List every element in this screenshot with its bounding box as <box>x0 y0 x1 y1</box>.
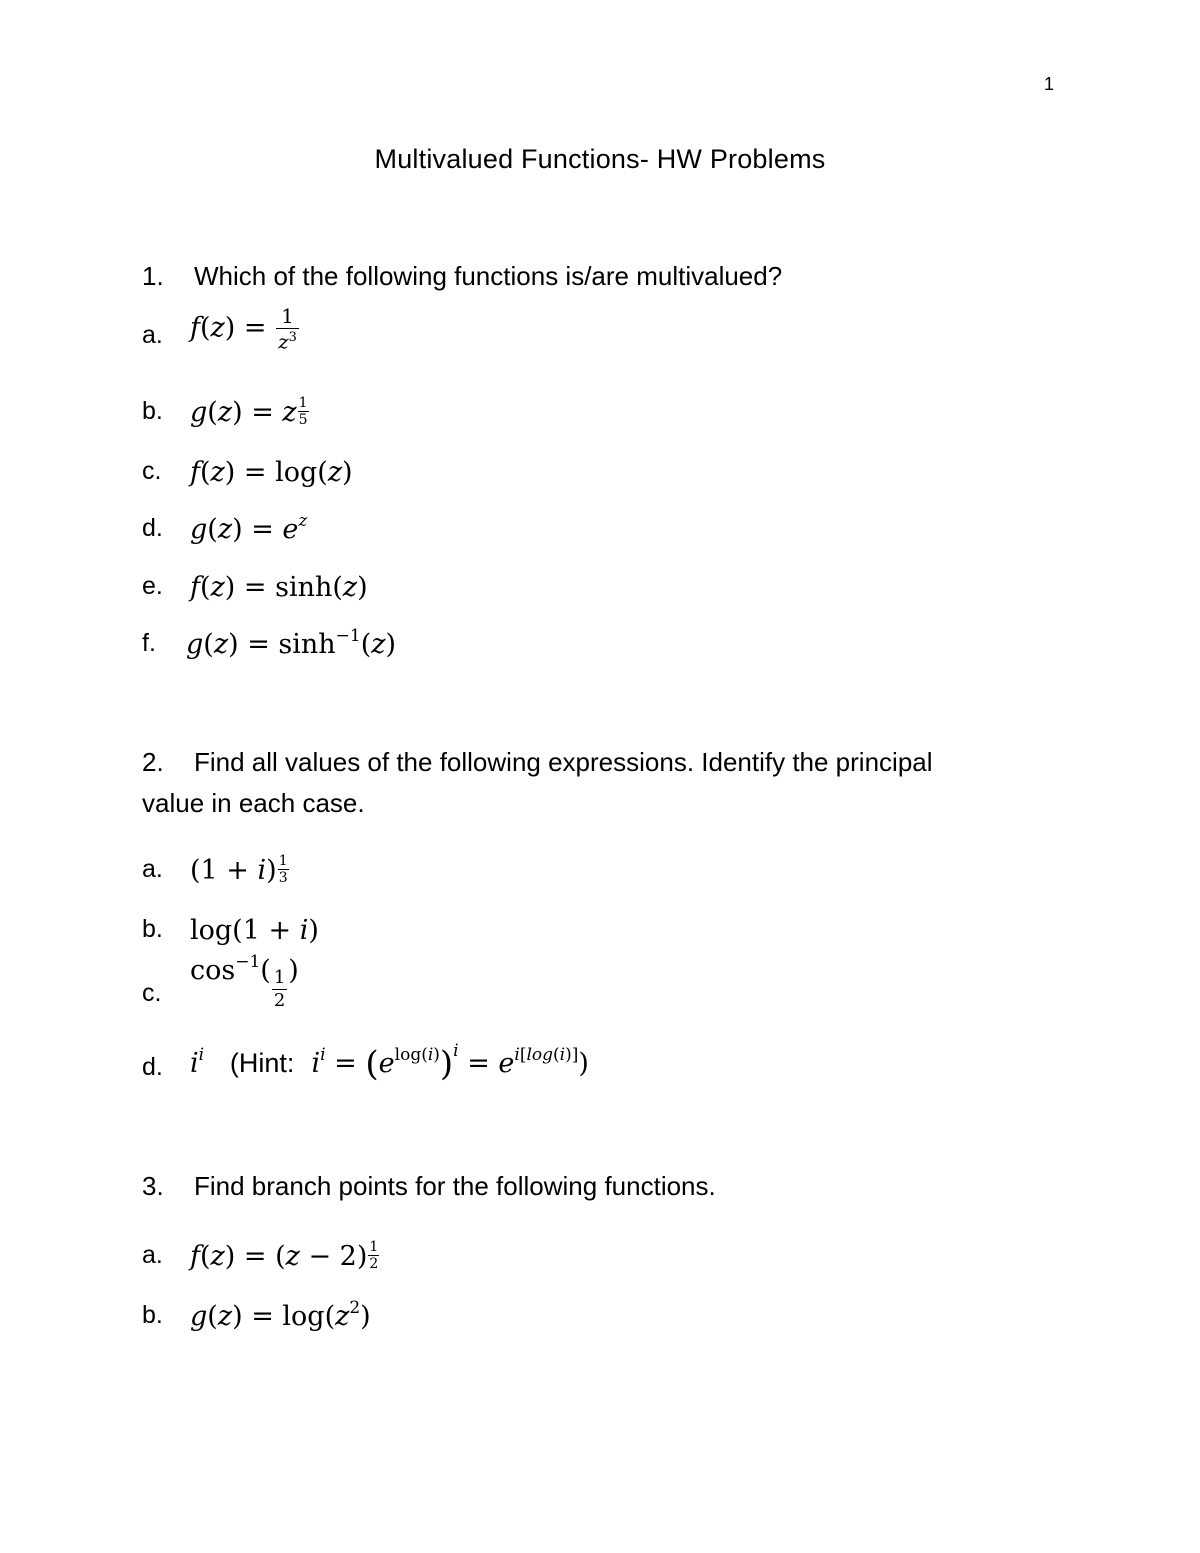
question-1 <box>142 256 782 296</box>
question-text: Find all values of the following expressions. Identify the principal <box>194 747 933 777</box>
question-3 <box>142 1166 716 1206</box>
math-expression: f(z) = $\frac{1}{z^3}$ <box>190 304 297 354</box>
math-expression: $g(z) = \log(z^2)$ <box>190 1298 371 1332</box>
item-label: a. <box>142 855 163 883</box>
question-number: 2. <box>142 747 164 777</box>
item-label: e. <box>142 572 163 600</box>
question-2 <box>142 742 933 782</box>
item-label: d. <box>142 1053 163 1081</box>
math-expression: $g(z) = e^z$ <box>190 511 308 545</box>
item-label: c. <box>142 979 162 1007</box>
math-expression: (1 + i) $\frac{1}{3}$ <box>190 853 288 886</box>
item-label: a. <box>142 1241 163 1269</box>
question-2-continued: value in each case. <box>142 788 365 818</box>
question-number: 1. <box>142 261 164 291</box>
item-label: b. <box>142 397 163 425</box>
item-label: d. <box>142 514 163 542</box>
page-title: Multivalued Functions- HW Problems <box>374 144 826 174</box>
math-expression: $\cos^{-1}$( $\frac{1}{2}$ ) <box>190 952 299 1011</box>
item-label: b. <box>142 1301 163 1329</box>
math-expression: g(z) = z $\frac{1}{5}$ <box>190 395 308 428</box>
item-label: b. <box>142 915 163 943</box>
math-expression: f(z) = sinh(z) <box>190 572 368 603</box>
math-expression: f(z) = log(z) <box>190 457 353 488</box>
question-text: Which of the following functions is/are multivalued? <box>194 261 783 291</box>
math-expression: $g(z) = \sinh^{-1}(z)$ <box>186 626 397 660</box>
math-expression: log(1 + i) <box>190 915 319 946</box>
item-label: c. <box>142 457 162 485</box>
math-expression: f(z) = (z − 2) $\frac{1}{2}$ <box>190 1239 379 1272</box>
question-number: 3. <box>142 1171 164 1201</box>
math-expression: $i^i$ (Hint: $i^i = (e^{log(i)})^i = e^{i[log(i)]}$) <box>190 1041 589 1084</box>
question-text: Find branch points for the following functions. <box>194 1171 716 1201</box>
page-number: 1 <box>1044 74 1055 94</box>
hint-label: (Hint: <box>229 1048 295 1078</box>
item-label: f. <box>142 629 156 657</box>
item-label: a. <box>142 321 163 349</box>
